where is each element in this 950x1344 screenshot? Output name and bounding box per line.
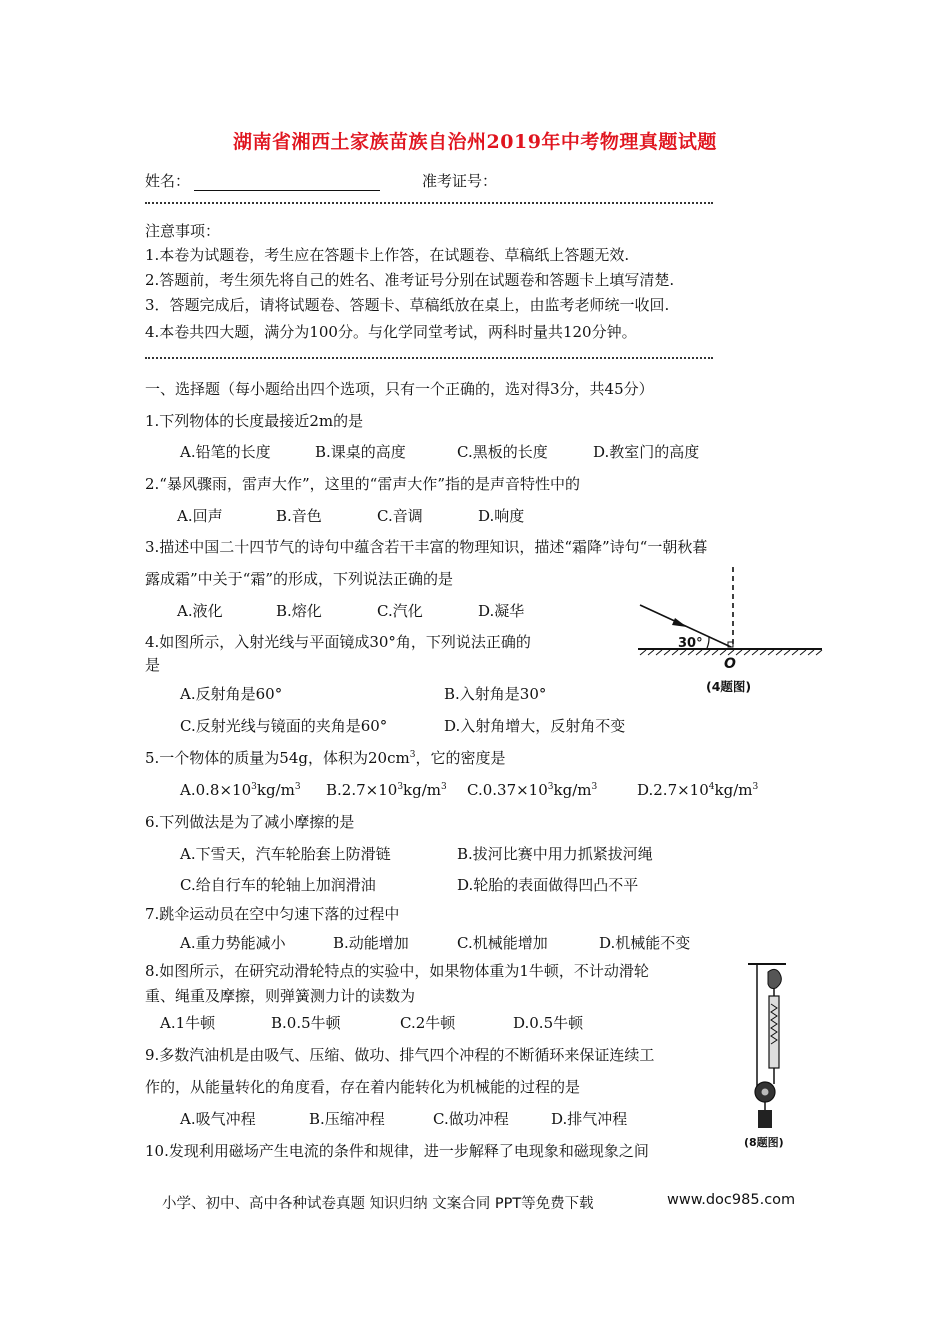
q6-stem: 6.下列做法是为了减小摩擦的是 [145, 813, 355, 831]
q8-stem-line2: 重、绳重及摩擦，则弹簧测力计的读数为 [145, 987, 416, 1005]
q3-option-c: C.汽化 [377, 602, 423, 620]
notice-item-2: 2.答题前，考生须先将自己的姓名、准考证号分别在试题卷和答题卡上填写清楚. [145, 271, 675, 289]
dotted-divider-top [145, 202, 713, 204]
q7-option-d: D.机械能不变 [599, 934, 691, 952]
q3-option-a: A.液化 [177, 602, 223, 620]
notice-item-3: 3．答题完成后，请将试题卷、答题卡、草稿纸放在桌上，由监考老师统一收回. [145, 296, 670, 314]
q7-option-c: C.机械能增加 [457, 934, 548, 952]
dotted-divider-bottom [145, 357, 713, 359]
q5-option-d: $D.2.7\times 10^4kg/m^3$ [637, 781, 759, 799]
q9-option-b: B.压缩冲程 [309, 1110, 385, 1128]
q4-stem-line2: 是 [145, 656, 161, 674]
q8-stem-line1: 8.如图所示，在研究动滑轮特点的实验中，如果物体重为1牛顿，不计动滑轮 [145, 962, 649, 980]
q8-option-d: D.0.5牛顿 [513, 1014, 584, 1032]
q3-option-b: B.熔化 [276, 602, 322, 620]
q1-option-b: B.课桌的高度 [315, 443, 406, 461]
q9-option-c: C.做功冲程 [433, 1110, 509, 1128]
name-label: 姓名： [145, 172, 191, 190]
q4-option-a: A.反射角是60° [180, 685, 283, 703]
q9-option-a: A.吸气冲程 [180, 1110, 256, 1128]
q5-option-c: $C.0.37\times 10^3kg/m^3$ [467, 781, 598, 799]
q7-option-a: A.重力势能减小 [180, 934, 286, 952]
footer-site: www.doc985.com [667, 1192, 796, 1208]
fig4-angle-label: 30° [678, 636, 703, 651]
q2-option-b: B.音色 [276, 507, 322, 525]
name-field-row [145, 171, 380, 191]
q6-option-d: D.轮胎的表面做得凹凸不平 [457, 876, 639, 894]
q2-option-a: A.回声 [177, 507, 223, 525]
fig4-point-label: O [724, 656, 736, 672]
q7-option-b: B.动能增加 [333, 934, 409, 952]
fig8-caption: (8题图) [744, 1136, 784, 1149]
q4-stem-line1: 4.如图所示，入射光线与平面镜成30°角，下列说法正确的 [145, 633, 531, 651]
q5-stem: 5.一个物体的质量为54g，体积为$20cm^3$，它的密度是 [145, 749, 506, 767]
q4-option-c: C.反射光线与镜面的夹角是60° [180, 717, 388, 735]
q6-option-b: B.拔河比赛中用力抓紧拔河绳 [457, 845, 653, 863]
q4-option-b: B.入射角是30° [444, 685, 547, 703]
q8-option-b: B.0.5牛顿 [271, 1014, 341, 1032]
q9-stem-line2: 作的，从能量转化的角度看，存在着内能转化为机械能的过程的是 [145, 1078, 581, 1096]
q9-option-d: D.排气冲程 [551, 1110, 628, 1128]
q3-option-d: D.凝华 [478, 602, 525, 620]
q2-option-c: C.音调 [377, 507, 423, 525]
q10-stem: 10.发现利用磁场产生电流的条件和规律，进一步解释了电现象和磁现象之间 [145, 1142, 649, 1160]
notice-item-1: 1.本卷为试题卷，考生应在答题卡上作答，在试题卷、草稿纸上答题无效. [145, 246, 630, 264]
q5-option-a: $A.0.8\times 10^3kg/m^3$ [180, 781, 301, 799]
fig4-caption: (4题图) [706, 679, 752, 694]
q2-option-d: D.响度 [478, 507, 525, 525]
page-title: 湖南省湘西土家族苗族自治州2019年中考物理真题试题 [233, 131, 717, 153]
q9-stem-line1: 9.多数汽油机是由吸气、压缩、做功、排气四个冲程的不断循环来保证连续工 [145, 1046, 655, 1064]
figure-8-pulley-apparatus [740, 960, 800, 1156]
q8-option-c: C.2牛顿 [400, 1014, 456, 1032]
q8-option-a: A.1牛顿 [160, 1014, 216, 1032]
q3-stem-line2: 露成霜”中关于“霜”的形成，下列说法正确的是 [145, 570, 454, 588]
q1-option-d: D.教室门的高度 [593, 443, 700, 461]
q1-option-c: C.黑板的长度 [457, 443, 548, 461]
q6-option-a: A.下雪天，汽车轮胎套上防滑链 [180, 845, 391, 863]
footer-text: 小学、初中、高中各种试卷真题 知识归纳 文案合同 PPT等免费下载 [162, 1196, 594, 1212]
notice-heading: 注意事项： [145, 222, 221, 240]
q4-option-d: D.入射角增大，反射角不变 [444, 717, 626, 735]
exam-number-label: 准考证号： [422, 172, 498, 190]
q5-option-b: $B.2.7\times 10^3kg/m^3$ [326, 781, 447, 799]
q3-stem-line1: 3.描述中国二十四节气的诗句中蕴含若干丰富的物理知识，描述“霜降”诗句“一朝秋暮 [145, 538, 708, 556]
figure-4-mirror-reflection [632, 565, 827, 700]
name-underline [194, 174, 380, 191]
q7-stem: 7.跳伞运动员在空中匀速下落的过程中 [145, 905, 400, 923]
q1-option-a: A.铅笔的长度 [180, 443, 271, 461]
q6-option-c: C.给自行车的轮轴上加润滑油 [180, 876, 376, 894]
notice-item-4: 4.本卷共四大题，满分为100分。与化学同堂考试，两科时量共120分钟。 [145, 323, 637, 341]
section-heading: 一、选择题（每小题给出四个选项，只有一个正确的，选对得3分，共45分） [145, 380, 654, 398]
q1-stem: 1.下列物体的长度最接近2m的是 [145, 412, 364, 430]
q2-stem: 2.“暴风骤雨，雷声大作”，这里的“雷声大作”指的是声音特性中的 [145, 475, 580, 493]
